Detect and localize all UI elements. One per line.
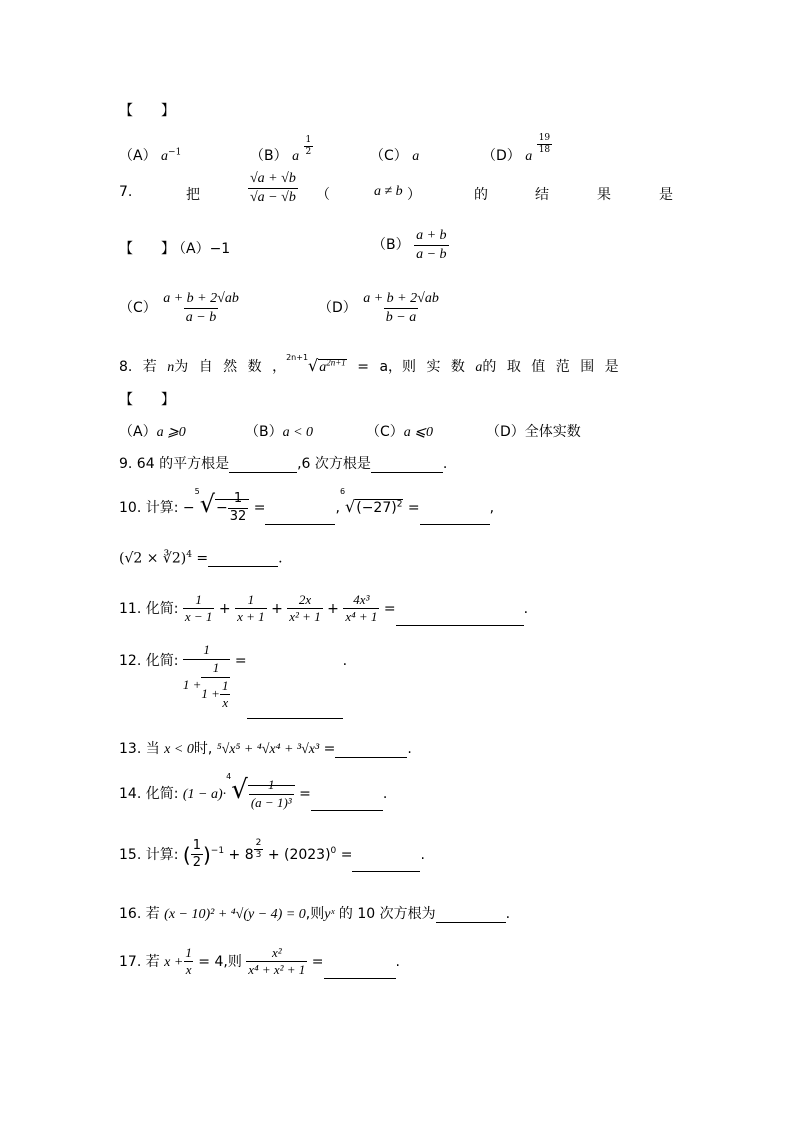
q8-b-label: （B）: [245, 424, 283, 440]
radical-icon: √: [231, 775, 248, 805]
q14-eq: =: [299, 786, 311, 802]
q8-text-c: 的 取 值 范 围 是: [482, 359, 619, 375]
q11-question: [119, 592, 528, 626]
q8-b-expr: a < 0: [282, 425, 314, 440]
q16-yx: yˣ: [324, 907, 335, 922]
q8-radicand-base: a: [319, 360, 327, 375]
q15-frac-num: 1: [192, 838, 201, 853]
q15-paren-close: ): [202, 842, 211, 867]
q10-root-index-1: 5: [194, 487, 200, 496]
q6-b-exp-num: 1: [305, 135, 312, 145]
q8-root-index: 2n+1: [286, 353, 309, 362]
q8-text-b: 为 自 然 数 ，: [174, 359, 287, 375]
q6-d-exp-num: 19: [538, 133, 551, 143]
q7-paren-open: （: [316, 187, 330, 203]
q13-question: [119, 738, 412, 758]
q12-question: [119, 642, 347, 711]
q7-condition: a ≠ b: [374, 184, 403, 199]
q15-exp2-num: 2: [255, 838, 262, 848]
q13-cond: x < 0: [164, 742, 194, 757]
q10-neg: −: [182, 500, 195, 516]
q8-var-n: n: [167, 360, 175, 375]
q11-end: .: [523, 600, 529, 617]
q11-t4-num: 4x³: [353, 592, 370, 607]
q8-var-a: a: [475, 360, 483, 375]
q17-frac-num: 1: [185, 945, 192, 960]
q10-eq-2: =: [407, 500, 420, 516]
q10-comma-2: ,: [489, 500, 495, 516]
q11-t2-den: x + 1: [237, 609, 265, 625]
q6-b-exp-den: 2: [305, 147, 312, 158]
q10-root-index-2: 6: [339, 487, 346, 496]
q12-label: 12. 化简:: [119, 653, 179, 669]
q6-bracket: 【 】: [119, 103, 175, 119]
q8-question: [119, 353, 619, 376]
q17-lhs: x +: [164, 954, 184, 970]
q10-comma-1: ,: [335, 500, 340, 516]
q7-option-b: [372, 227, 449, 263]
q6-option-b-exp: [304, 135, 314, 159]
q7-option-b-label: （B）: [372, 237, 410, 253]
q8-option-c: [366, 421, 433, 441]
q6-option-b-base: a: [292, 149, 300, 164]
q17-g-num: x²: [271, 945, 282, 960]
q6-option-a-exp: −1: [168, 147, 182, 158]
q17-label: 17. 若: [119, 953, 160, 970]
q15-end: .: [420, 846, 425, 863]
q15-exp2-den: 3: [255, 850, 262, 861]
q12-blank[interactable]: [247, 704, 343, 719]
q17-g-den: x⁴ + x² + 1: [248, 962, 306, 978]
q14-label: 14. 化简:: [119, 786, 179, 802]
q10-label: 10. 计算:: [119, 500, 179, 516]
q8-a-label: （A）: [119, 424, 157, 440]
q7-option-c: [119, 290, 241, 326]
q6-option-d-exp: [537, 133, 552, 157]
q14-pre: (1 − a)·: [182, 787, 227, 802]
q7-d-num: a + b + 2√ab: [363, 291, 439, 306]
q13-end: .: [407, 741, 412, 757]
q10-line2-expr: (√2 × ∛2): [119, 550, 187, 567]
q10-inner-neg: −: [216, 500, 228, 516]
q6-d-exp-den: 18: [538, 145, 551, 156]
q8-radicand-exp: 2n+1: [326, 357, 346, 368]
q8-option-a: [119, 421, 186, 441]
q8-bracket: 【 】: [119, 392, 175, 408]
q15-label: 15. 计算:: [119, 846, 179, 863]
q12-end: .: [342, 653, 348, 669]
q7-b-den: a − b: [416, 246, 447, 262]
q11-t1-den: x − 1: [184, 609, 213, 625]
q6-option-a: [119, 145, 181, 165]
q9-text-a: 9. 64 的平方根是: [119, 456, 230, 472]
q17-eq: =: [311, 953, 324, 970]
q9-blank-2[interactable]: [371, 458, 443, 473]
q6-option-b-label: （B）: [250, 148, 288, 164]
q15-eq: =: [340, 846, 353, 863]
q6-option-c: [370, 145, 419, 165]
q8-c-label: （C）: [366, 424, 404, 440]
q10-line2-exp: 4: [186, 550, 192, 560]
q11-plus-3: +: [327, 600, 339, 617]
q10-eq-1: =: [253, 500, 266, 516]
q13-text-b: 时,: [193, 741, 213, 757]
q10-radicand-2-exp: 2: [396, 499, 403, 510]
radical-icon: √: [345, 497, 356, 516]
q11-t1-num: 1: [195, 592, 202, 607]
q11-blank[interactable]: [396, 611, 524, 626]
q14-question: [119, 772, 388, 811]
q7-fraction-denominator: √a − √b: [250, 189, 296, 205]
q6-option-c-value: a: [412, 149, 420, 164]
q15-frac-den: 2: [192, 855, 201, 871]
q10-line2: [119, 550, 283, 567]
q12-d3: x: [222, 695, 229, 711]
q7-number: 7.: [119, 184, 133, 200]
q16-text-b: ,则: [305, 906, 325, 922]
q12-n3: 1: [221, 677, 229, 693]
q12-eq: =: [234, 653, 247, 669]
q6-option-a-label: （A）: [119, 148, 157, 164]
q10-frac-den: 32: [229, 508, 247, 524]
q6-option-b: [250, 135, 313, 164]
q15-paren-open: (: [182, 842, 191, 867]
q10-blank-1[interactable]: [265, 510, 335, 525]
q16-blank[interactable]: [436, 908, 506, 923]
q15-plus-year: + (2023): [267, 846, 331, 863]
q9-end: .: [442, 456, 448, 472]
q8-option-b: [245, 421, 313, 441]
q7-fraction-numerator: √a + √b: [250, 171, 296, 186]
q8-a-expr: a ⩾0: [156, 425, 186, 440]
q16-question: [119, 903, 510, 923]
q16-text-c: 的 10 次方根为: [338, 906, 436, 922]
q6-option-d: [482, 133, 552, 164]
q7-fraction: [248, 170, 298, 206]
q9-question: [119, 453, 447, 473]
q7-paren-close: ）: [407, 187, 421, 203]
q10-radicand-2: [355, 499, 403, 516]
q7-c-num: a + b + 2√ab: [163, 291, 239, 306]
q12-fraction: [183, 642, 231, 711]
q7-option-d-label: （D）: [318, 300, 357, 316]
q7-option-a: （A）−1: [172, 241, 231, 257]
radical-icon: √: [199, 490, 216, 518]
radical-icon: √: [308, 356, 319, 375]
q9-blank-1[interactable]: [229, 458, 297, 473]
q8-c-expr: a ⩽0: [403, 425, 434, 440]
q10-eq-3: =: [196, 550, 209, 567]
q11-t3-den: x² + 1: [289, 609, 321, 625]
q10-blank-3[interactable]: [208, 552, 278, 567]
q8-radicand: [318, 359, 347, 375]
q10-radicand-2-base: (−27): [356, 500, 397, 516]
q13-label: 13. 当: [119, 741, 160, 757]
q7-text-de: 的: [474, 187, 488, 203]
q16-end: .: [505, 906, 511, 922]
q11-label: 11. 化简:: [119, 600, 179, 617]
q12-n1: 1: [203, 642, 210, 657]
q15-plus-eight: + 8: [228, 846, 254, 863]
q17-question: [119, 945, 400, 979]
q16-label: 16. 若: [119, 906, 160, 922]
q10-radicand-1: [215, 491, 249, 524]
q17-end: .: [395, 953, 400, 970]
q12-d1a: 1 +: [182, 677, 202, 693]
q10-end: .: [278, 550, 283, 567]
q12-den1: [183, 659, 231, 711]
q10-blank-2[interactable]: [420, 510, 490, 525]
q11-t3-num: 2x: [298, 592, 312, 607]
q7-option-d: [318, 290, 441, 326]
q7-text-ba: 把: [186, 187, 200, 203]
q13-eq: =: [323, 741, 336, 757]
q7-b-num: a + b: [416, 228, 447, 243]
q7-d-den: b − a: [385, 309, 417, 325]
q15-exp3: 0: [330, 846, 337, 857]
q6-option-a-base: a: [161, 149, 169, 164]
q17-frac-den: x: [185, 962, 192, 978]
q6-option-c-label: （C）: [370, 148, 408, 164]
q6-option-d-base: a: [525, 149, 533, 164]
q10-question: [119, 487, 495, 525]
q14-frac-num: 1: [268, 777, 275, 793]
q7-text-guo: 果: [597, 187, 611, 203]
q7-text-jie: 结: [535, 187, 549, 203]
q6-option-d-label: （D）: [482, 148, 521, 164]
q14-root-index: 4: [226, 772, 232, 781]
q16-expr: (x − 10)² + ⁴√(y − 4) = 0: [164, 907, 306, 922]
q15-blank[interactable]: [352, 857, 420, 872]
q8-eq: = a，则 实 数: [357, 359, 465, 375]
q8-option-d: （D）全体实数: [486, 424, 581, 440]
q13-blank[interactable]: [335, 743, 407, 758]
q14-frac-den: (a − 1)³: [250, 794, 292, 810]
q11-eq: =: [383, 600, 396, 617]
q14-blank[interactable]: [311, 796, 383, 811]
q17-rhs: = 4,则: [198, 953, 242, 970]
q12-den2: [201, 677, 230, 712]
q11-t4-den: x⁴ + 1: [345, 609, 378, 625]
q7-c-den: a − b: [185, 309, 217, 325]
q10-frac-num: 1: [233, 491, 243, 507]
q15-exp1: −1: [210, 846, 225, 857]
q11-plus-1: +: [218, 600, 231, 617]
q15-question: [119, 838, 425, 872]
q7-bracket: 【 】: [119, 241, 175, 257]
q8-text-a: 8. 若: [119, 359, 157, 375]
q17-blank[interactable]: [324, 964, 396, 979]
q13-expr: ⁵√x⁵ + ⁴√x⁴ + ³√x³: [216, 742, 320, 757]
q7-option-c-label: （C）: [119, 300, 157, 316]
q11-t2-num: 1: [247, 592, 255, 607]
q12-n2: 1: [212, 659, 220, 675]
q11-plus-2: +: [271, 600, 283, 617]
q7-text-shi: 是: [659, 187, 673, 203]
q9-text-b: ,6 次方根是: [297, 456, 371, 472]
q14-end: .: [382, 786, 388, 802]
q12-d2a: 1 +: [201, 686, 220, 702]
